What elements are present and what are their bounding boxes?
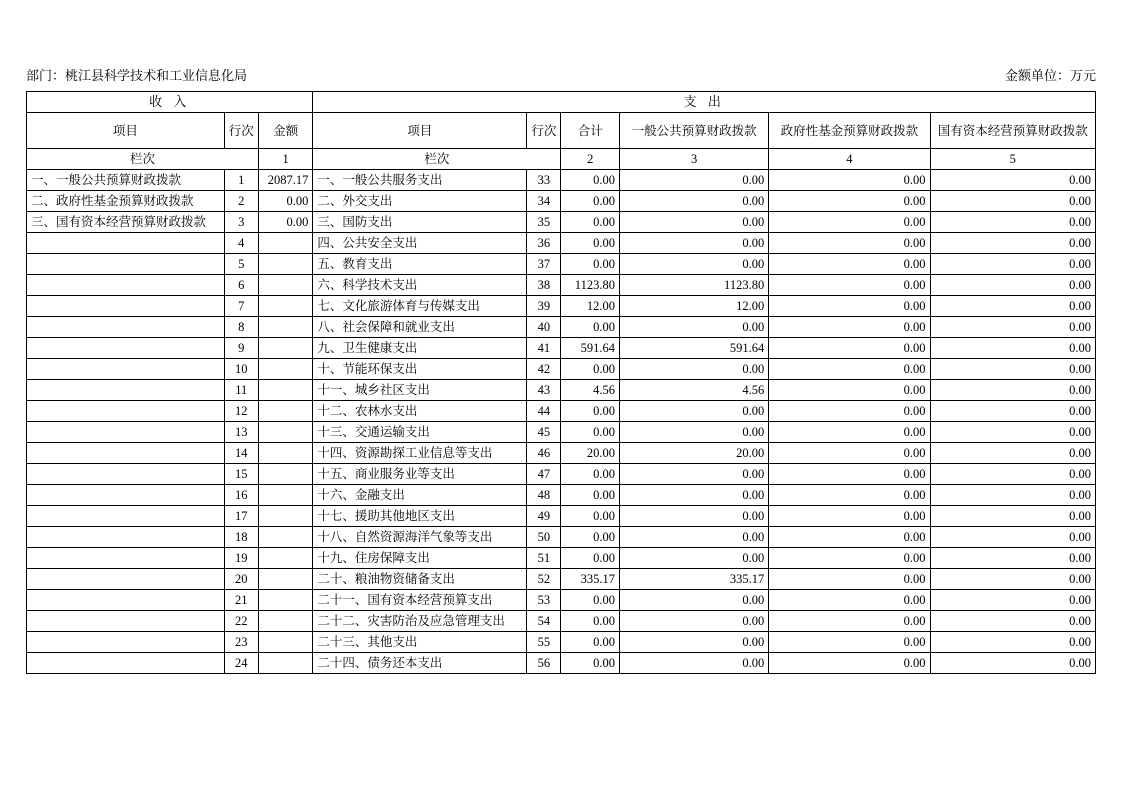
expense-g2-cell: 0.00 (769, 527, 930, 548)
expense-g3-cell: 0.00 (930, 254, 1095, 275)
table-row (27, 359, 1096, 380)
expense-g1-cell: 335.17 (619, 569, 768, 590)
income-item-cell (27, 296, 225, 317)
expense-g1-cell: 0.00 (619, 233, 768, 254)
expense-total-cell: 0.00 (561, 233, 619, 254)
expense-g1-cell: 0.00 (619, 191, 768, 212)
expense-g1-cell: 20.00 (619, 443, 768, 464)
expense-g2-cell: 0.00 (769, 191, 930, 212)
expense-line-cell: 41 (527, 338, 561, 359)
income-amount-cell (258, 443, 312, 464)
col-header-income-amount: 金额 (258, 113, 312, 149)
income-line-cell: 13 (224, 422, 258, 443)
expense-g2-cell: 0.00 (769, 296, 930, 317)
expense-g2-cell: 0.00 (769, 485, 930, 506)
expense-g3-cell: 0.00 (930, 212, 1095, 233)
expense-line-cell: 54 (527, 611, 561, 632)
expense-item-cell: 二十一、国有资本经营预算支出 (313, 590, 527, 611)
income-amount-column-no: 1 (258, 149, 312, 170)
col-header-expense-g2: 政府性基金预算财政拨款 (769, 113, 930, 149)
expense-item-cell: 二十、粮油物资储备支出 (313, 569, 527, 590)
income-item-cell (27, 317, 225, 338)
income-item-cell (27, 359, 225, 380)
expense-item-cell: 十四、资源勘探工业信息等支出 (313, 443, 527, 464)
table-row (27, 212, 1096, 233)
expense-g2-cell: 0.00 (769, 212, 930, 233)
table-row (27, 464, 1096, 485)
income-amount-cell (258, 464, 312, 485)
income-item-cell (27, 548, 225, 569)
expense-item-cell: 十七、援助其他地区支出 (313, 506, 527, 527)
expense-item-cell: 十九、住房保障支出 (313, 548, 527, 569)
expense-g1-cell: 0.00 (619, 485, 768, 506)
expense-item-cell: 九、卫生健康支出 (313, 338, 527, 359)
expense-g2-cell: 0.00 (769, 380, 930, 401)
expense-total-cell: 0.00 (561, 632, 619, 653)
table-row (27, 380, 1096, 401)
expense-total-cell: 0.00 (561, 170, 619, 191)
expense-g3-cell: 0.00 (930, 422, 1095, 443)
expense-item-cell: 四、公共安全支出 (313, 233, 527, 254)
expense-g3-cell: 0.00 (930, 275, 1095, 296)
expense-g2-cell: 0.00 (769, 338, 930, 359)
income-item-cell (27, 380, 225, 401)
income-amount-cell (258, 338, 312, 359)
income-amount-cell (258, 548, 312, 569)
table-row (27, 611, 1096, 632)
income-line-cell: 8 (224, 317, 258, 338)
expense-line-cell: 43 (527, 380, 561, 401)
expense-g1-cell: 0.00 (619, 506, 768, 527)
expense-total-cell: 4.56 (561, 380, 619, 401)
expense-item-cell: 五、教育支出 (313, 254, 527, 275)
expense-g2-cell: 0.00 (769, 254, 930, 275)
income-amount-cell (258, 485, 312, 506)
expense-line-cell: 55 (527, 632, 561, 653)
income-item-cell (27, 632, 225, 653)
table-column-header-row (27, 113, 1096, 149)
expense-item-cell: 十六、金融支出 (313, 485, 527, 506)
expense-g1-cell: 0.00 (619, 422, 768, 443)
expense-item-cell: 六、科学技术支出 (313, 275, 527, 296)
expense-total-cell: 0.00 (561, 464, 619, 485)
table-row (27, 653, 1096, 674)
income-amount-cell (258, 254, 312, 275)
expense-g1-column-no: 3 (619, 149, 768, 170)
expense-g3-cell: 0.00 (930, 191, 1095, 212)
expense-line-cell: 56 (527, 653, 561, 674)
expense-g3-cell: 0.00 (930, 443, 1095, 464)
income-line-cell: 21 (224, 590, 258, 611)
income-item-cell (27, 422, 225, 443)
income-item-cell (27, 506, 225, 527)
expense-g3-cell: 0.00 (930, 170, 1095, 191)
income-amount-cell (258, 506, 312, 527)
unit-label: 金额单位：万元 (1004, 68, 1096, 83)
expense-total-cell: 1123.80 (561, 275, 619, 296)
expense-total-cell: 591.64 (561, 338, 619, 359)
expense-g3-cell: 0.00 (930, 569, 1095, 590)
income-amount-cell (258, 632, 312, 653)
expense-g2-cell: 0.00 (769, 590, 930, 611)
expense-line-cell: 42 (527, 359, 561, 380)
budget-table (26, 91, 1096, 674)
expense-g3-cell: 0.00 (930, 317, 1095, 338)
expense-g2-cell: 0.00 (769, 422, 930, 443)
expense-total-cell: 0.00 (561, 359, 619, 380)
income-group-header: 收 入 (27, 92, 313, 113)
table-row (27, 254, 1096, 275)
income-line-cell: 4 (224, 233, 258, 254)
expense-g1-cell: 0.00 (619, 548, 768, 569)
expense-g1-cell: 0.00 (619, 359, 768, 380)
income-item-cell (27, 338, 225, 359)
expense-total-cell: 0.00 (561, 485, 619, 506)
income-line-cell: 15 (224, 464, 258, 485)
expense-g2-cell: 0.00 (769, 569, 930, 590)
expense-g1-cell: 0.00 (619, 632, 768, 653)
income-amount-cell (258, 590, 312, 611)
income-line-cell: 19 (224, 548, 258, 569)
income-item-cell (27, 464, 225, 485)
expense-g1-cell: 0.00 (619, 653, 768, 674)
expense-line-cell: 44 (527, 401, 561, 422)
expense-g1-cell: 0.00 (619, 590, 768, 611)
expense-line-cell: 49 (527, 506, 561, 527)
income-item-cell (27, 527, 225, 548)
table-row (27, 506, 1096, 527)
income-line-cell: 16 (224, 485, 258, 506)
expense-g3-cell: 0.00 (930, 653, 1095, 674)
income-item-cell (27, 254, 225, 275)
income-line-cell: 5 (224, 254, 258, 275)
expense-g2-cell: 0.00 (769, 275, 930, 296)
table-row (27, 233, 1096, 254)
expense-item-cell: 十一、城乡社区支出 (313, 380, 527, 401)
expense-line-cell: 33 (527, 170, 561, 191)
income-line-cell: 6 (224, 275, 258, 296)
expense-line-cell: 35 (527, 212, 561, 233)
income-item-cell (27, 401, 225, 422)
income-line-cell: 9 (224, 338, 258, 359)
income-line-cell: 3 (224, 212, 258, 233)
income-item-cell (27, 275, 225, 296)
income-item-cell (27, 611, 225, 632)
expense-g1-cell: 0.00 (619, 527, 768, 548)
income-line-cell: 1 (224, 170, 258, 191)
expense-g1-cell: 1123.80 (619, 275, 768, 296)
expense-g1-cell: 0.00 (619, 317, 768, 338)
income-amount-cell (258, 422, 312, 443)
expense-line-cell: 48 (527, 485, 561, 506)
income-item-cell: 一、一般公共预算财政拨款 (27, 170, 225, 191)
expense-total-cell: 0.00 (561, 422, 619, 443)
income-line-cell: 17 (224, 506, 258, 527)
expense-g3-cell: 0.00 (930, 464, 1095, 485)
expense-total-cell: 0.00 (561, 590, 619, 611)
expense-total-cell: 0.00 (561, 401, 619, 422)
expense-total-column-no: 2 (561, 149, 619, 170)
expense-g2-cell: 0.00 (769, 317, 930, 338)
expense-line-cell: 38 (527, 275, 561, 296)
expense-g1-cell: 0.00 (619, 254, 768, 275)
income-amount-cell (258, 317, 312, 338)
expense-g1-cell: 0.00 (619, 401, 768, 422)
document-header (26, 68, 1096, 84)
expense-g1-cell: 591.64 (619, 338, 768, 359)
income-line-cell: 10 (224, 359, 258, 380)
income-line-cell: 12 (224, 401, 258, 422)
income-column-no-label: 栏次 (27, 149, 259, 170)
col-header-expense-line: 行次 (527, 113, 561, 149)
income-line-cell: 18 (224, 527, 258, 548)
table-row (27, 275, 1096, 296)
expense-g3-cell: 0.00 (930, 632, 1095, 653)
expense-line-cell: 45 (527, 422, 561, 443)
income-amount-cell (258, 296, 312, 317)
table-row (27, 590, 1096, 611)
col-header-expense-item: 项目 (313, 113, 527, 149)
table-row (27, 443, 1096, 464)
expense-g3-cell: 0.00 (930, 380, 1095, 401)
income-amount-cell (258, 401, 312, 422)
expense-line-cell: 50 (527, 527, 561, 548)
income-item-cell (27, 485, 225, 506)
expense-g2-cell: 0.00 (769, 464, 930, 485)
income-line-cell: 24 (224, 653, 258, 674)
income-item-cell: 二、政府性基金预算财政拨款 (27, 191, 225, 212)
expense-total-cell: 12.00 (561, 296, 619, 317)
expense-g2-cell: 0.00 (769, 401, 930, 422)
expense-g3-cell: 0.00 (930, 548, 1095, 569)
income-amount-cell: 0.00 (258, 191, 312, 212)
income-item-cell: 三、国有资本经营预算财政拨款 (27, 212, 225, 233)
table-row (27, 569, 1096, 590)
expense-item-cell: 二十三、其他支出 (313, 632, 527, 653)
income-item-cell (27, 233, 225, 254)
expense-line-cell: 52 (527, 569, 561, 590)
expense-total-cell: 0.00 (561, 527, 619, 548)
expense-item-cell: 十八、自然资源海洋气象等支出 (313, 527, 527, 548)
expense-g2-cell: 0.00 (769, 611, 930, 632)
expense-g1-cell: 0.00 (619, 611, 768, 632)
col-header-expense-g3: 国有资本经营预算财政拨款 (930, 113, 1095, 149)
income-item-cell (27, 443, 225, 464)
expense-item-cell: 三、国防支出 (313, 212, 527, 233)
expense-item-cell: 二十二、灾害防治及应急管理支出 (313, 611, 527, 632)
expense-item-cell: 十三、交通运输支出 (313, 422, 527, 443)
col-header-income-item: 项目 (27, 113, 225, 149)
expense-total-cell: 0.00 (561, 653, 619, 674)
expense-total-cell: 0.00 (561, 212, 619, 233)
expense-line-cell: 34 (527, 191, 561, 212)
table-row (27, 548, 1096, 569)
expense-g3-cell: 0.00 (930, 485, 1095, 506)
expense-column-no-label: 栏次 (313, 149, 561, 170)
expense-total-cell: 0.00 (561, 506, 619, 527)
table-row (27, 338, 1096, 359)
expense-g3-cell: 0.00 (930, 611, 1095, 632)
expense-g1-cell: 12.00 (619, 296, 768, 317)
table-row (27, 191, 1096, 212)
expense-line-cell: 39 (527, 296, 561, 317)
expense-group-header: 支 出 (313, 92, 1096, 113)
expense-total-cell: 0.00 (561, 254, 619, 275)
expense-line-cell: 51 (527, 548, 561, 569)
expense-total-cell: 0.00 (561, 611, 619, 632)
expense-item-cell: 十二、农林水支出 (313, 401, 527, 422)
expense-g2-cell: 0.00 (769, 359, 930, 380)
expense-line-cell: 47 (527, 464, 561, 485)
expense-g3-cell: 0.00 (930, 590, 1095, 611)
department-label: 部门：桃江县科学技术和工业信息化局 (26, 68, 248, 83)
income-line-cell: 2 (224, 191, 258, 212)
table-row (27, 422, 1096, 443)
expense-g1-cell: 0.00 (619, 212, 768, 233)
expense-line-cell: 40 (527, 317, 561, 338)
table-row (27, 485, 1096, 506)
expense-total-cell: 0.00 (561, 317, 619, 338)
income-line-cell: 23 (224, 632, 258, 653)
expense-line-cell: 37 (527, 254, 561, 275)
expense-g3-cell: 0.00 (930, 401, 1095, 422)
table-row (27, 296, 1096, 317)
income-amount-cell (258, 359, 312, 380)
expense-g2-cell: 0.00 (769, 548, 930, 569)
expense-item-cell: 十、节能环保支出 (313, 359, 527, 380)
income-amount-cell (258, 569, 312, 590)
expense-line-cell: 53 (527, 590, 561, 611)
expense-g3-cell: 0.00 (930, 359, 1095, 380)
expense-g2-cell: 0.00 (769, 233, 930, 254)
income-amount-cell: 0.00 (258, 212, 312, 233)
expense-g1-cell: 0.00 (619, 170, 768, 191)
expense-total-cell: 335.17 (561, 569, 619, 590)
expense-g2-cell: 0.00 (769, 170, 930, 191)
table-row (27, 317, 1096, 338)
expense-g2-cell: 0.00 (769, 653, 930, 674)
expense-item-cell: 二、外交支出 (313, 191, 527, 212)
income-line-cell: 7 (224, 296, 258, 317)
col-header-income-line: 行次 (224, 113, 258, 149)
table-group-header-row (27, 92, 1096, 113)
income-line-cell: 22 (224, 611, 258, 632)
col-header-expense-g1: 一般公共预算财政拨款 (619, 113, 768, 149)
expense-g3-cell: 0.00 (930, 233, 1095, 254)
income-line-cell: 20 (224, 569, 258, 590)
table-row (27, 527, 1096, 548)
income-line-cell: 11 (224, 380, 258, 401)
income-line-cell: 14 (224, 443, 258, 464)
expense-item-cell: 七、文化旅游体育与传媒支出 (313, 296, 527, 317)
expense-g1-cell: 4.56 (619, 380, 768, 401)
income-amount-cell (258, 611, 312, 632)
expense-g3-column-no: 5 (930, 149, 1095, 170)
expense-total-cell: 20.00 (561, 443, 619, 464)
table-row (27, 632, 1096, 653)
expense-item-cell: 八、社会保障和就业支出 (313, 317, 527, 338)
income-amount-cell (258, 380, 312, 401)
expense-g1-cell: 0.00 (619, 464, 768, 485)
table-row (27, 401, 1096, 422)
income-amount-cell: 2087.17 (258, 170, 312, 191)
expense-total-cell: 0.00 (561, 191, 619, 212)
expense-g2-cell: 0.00 (769, 443, 930, 464)
expense-g2-cell: 0.00 (769, 632, 930, 653)
income-amount-cell (258, 275, 312, 296)
expense-line-cell: 46 (527, 443, 561, 464)
expense-g3-cell: 0.00 (930, 296, 1095, 317)
expense-item-cell: 一、一般公共服务支出 (313, 170, 527, 191)
income-item-cell (27, 569, 225, 590)
expense-g3-cell: 0.00 (930, 527, 1095, 548)
col-header-expense-total: 合计 (561, 113, 619, 149)
expense-total-cell: 0.00 (561, 548, 619, 569)
income-amount-cell (258, 527, 312, 548)
expense-g3-cell: 0.00 (930, 338, 1095, 359)
income-item-cell (27, 590, 225, 611)
expense-g2-cell: 0.00 (769, 506, 930, 527)
expense-line-cell: 36 (527, 233, 561, 254)
expense-item-cell: 二十四、债务还本支出 (313, 653, 527, 674)
expense-g2-column-no: 4 (769, 149, 930, 170)
expense-item-cell: 十五、商业服务业等支出 (313, 464, 527, 485)
table-column-number-row (27, 149, 1096, 170)
expense-g3-cell: 0.00 (930, 506, 1095, 527)
income-item-cell (27, 653, 225, 674)
table-row (27, 170, 1096, 191)
income-amount-cell (258, 653, 312, 674)
income-amount-cell (258, 233, 312, 254)
